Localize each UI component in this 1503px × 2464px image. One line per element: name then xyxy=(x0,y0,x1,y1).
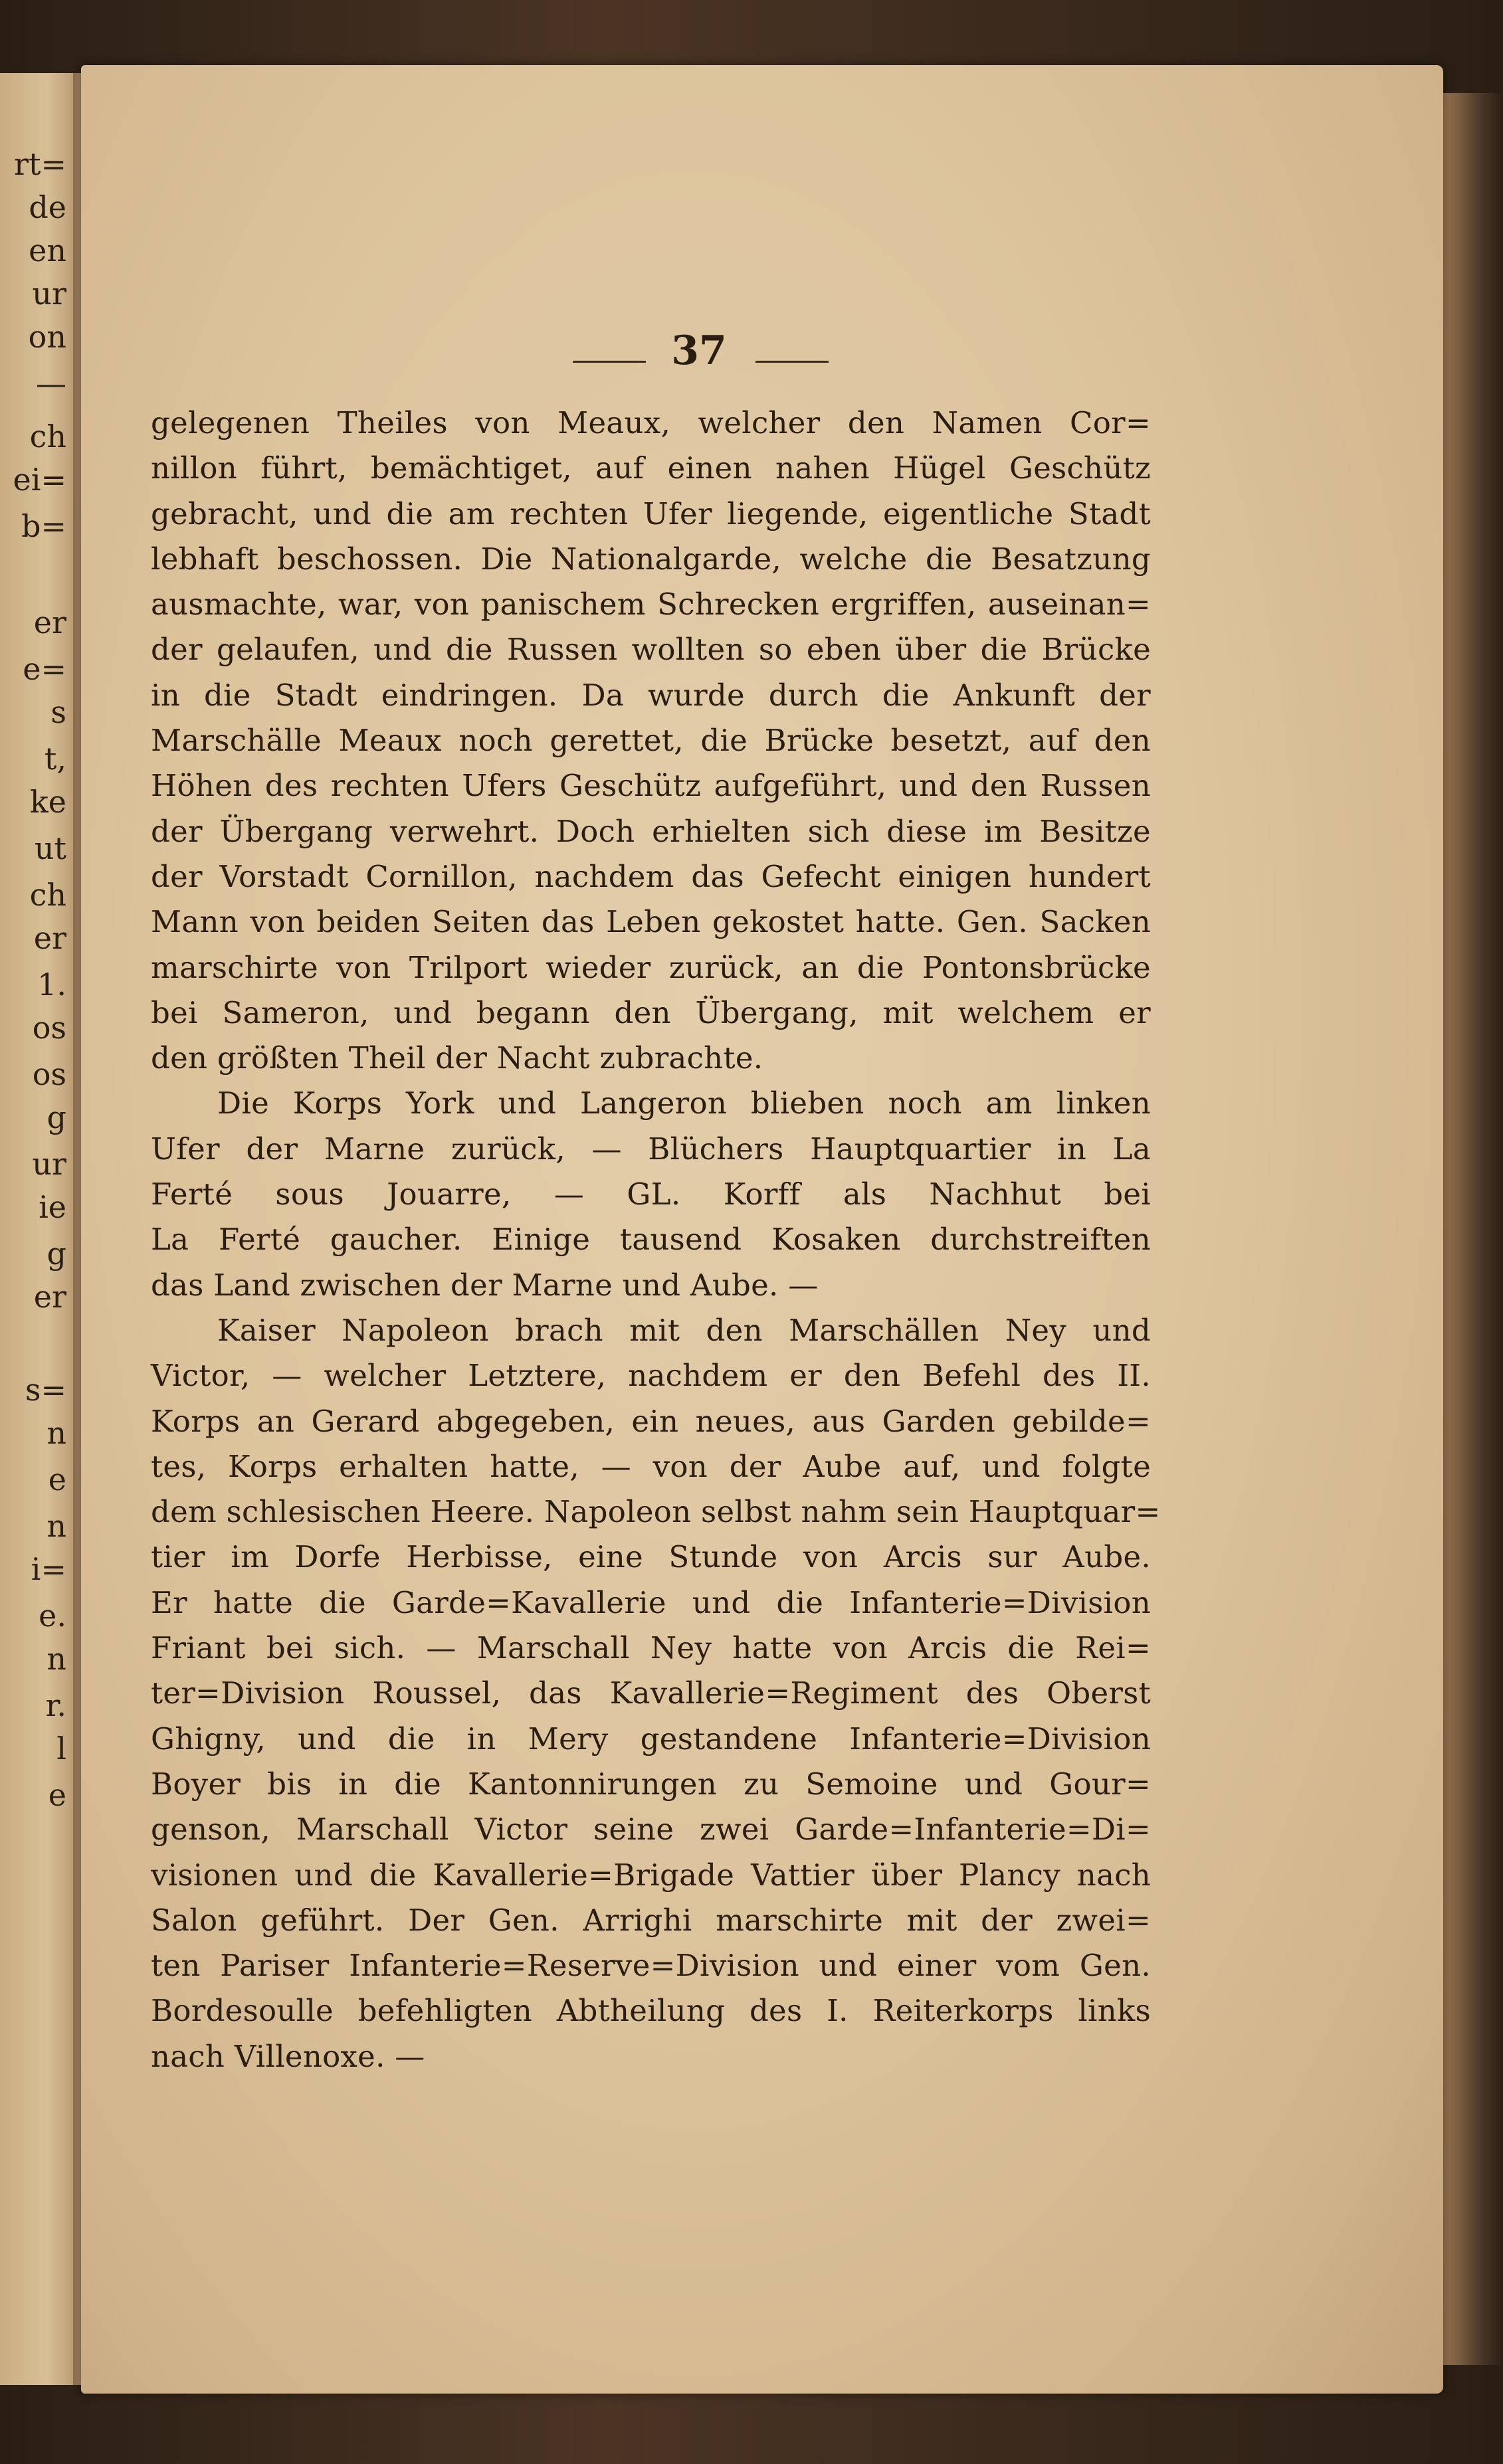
left-page-fragment: er xyxy=(33,1279,66,1315)
left-page-fragment: ch xyxy=(29,877,66,913)
left-page-fragment: os xyxy=(32,1010,66,1046)
text-line: marschirte von Trilport wieder zurück, an die Pontonsbrücke xyxy=(151,949,1151,985)
left-page-fragment: t, xyxy=(44,741,66,777)
text-line: den größten Theil der Nacht zubrachte. xyxy=(151,1040,763,1076)
left-page-fragment: r. xyxy=(45,1687,66,1723)
left-page-fragment: ke xyxy=(29,784,66,820)
left-page-fragment: e xyxy=(48,1462,66,1497)
text-line: ausmachte, war, von panischem Schrecken ergriffen, auseinan= xyxy=(151,587,1151,622)
left-page-fragment: ur xyxy=(32,1146,66,1182)
left-page-edge xyxy=(0,73,78,2385)
left-page-fragment: ut xyxy=(34,830,66,866)
text-line: gebracht, und die am rechten Ufer liegende, eigentliche Stadt xyxy=(151,496,1151,531)
left-page-fragment: — xyxy=(36,365,66,401)
text-line: tier im Dorfe Herbisse, eine Stunde von Arcis sur Aube. xyxy=(151,1539,1151,1575)
text-line: nillon führt, bemächtiget, auf einen nahen Hügel Geschütz xyxy=(151,450,1151,486)
text-line: das Land zwischen der Marne und Aube. — xyxy=(151,1267,819,1303)
header-rule-left xyxy=(573,361,646,363)
left-page-fragment: n xyxy=(47,1508,66,1544)
text-line: Korps an Gerard abgegeben, ein neues, aus Garden gebilde= xyxy=(151,1403,1151,1439)
left-page-fragment: i= xyxy=(31,1551,66,1587)
text-line: Er hatte die Garde=Kavallerie und die Infanterie=Division xyxy=(151,1584,1151,1620)
left-page-fragment: g xyxy=(47,1099,66,1135)
text-line: der Vorstadt Cornillon, nachdem das Gefecht einigen hundert xyxy=(151,858,1151,894)
left-page-fragment: ie xyxy=(39,1189,66,1225)
text-line: ter=Division Roussel, das Kavallerie=Regiment des Oberst xyxy=(151,1675,1151,1711)
left-page-fragment: e xyxy=(48,1777,66,1813)
text-line: Marschälle Meaux noch gerettet, die Brücke besetzt, auf den xyxy=(151,723,1151,759)
header-rule-right xyxy=(755,361,829,363)
right-page xyxy=(81,65,1443,2394)
body-text xyxy=(151,401,1161,2079)
left-page-fragment: en xyxy=(29,233,66,268)
left-page-fragment: n xyxy=(47,1641,66,1677)
page-number: 37 xyxy=(671,328,727,374)
left-page-text-fragments xyxy=(0,73,78,2385)
text-line: bei Sameron, und begann den Übergang, mit welchem er xyxy=(151,995,1151,1030)
text-line: der Übergang verwehrt. Doch erhielten sich diese im Besitze xyxy=(151,813,1151,849)
left-page-fragment: on xyxy=(28,319,66,355)
left-page-fragment: l xyxy=(56,1731,66,1766)
left-page-fragment: s xyxy=(50,694,66,730)
text-line: Friant bei sich. — Marschall Ney hatte von Arcis die Rei= xyxy=(151,1630,1151,1666)
text-line: visionen und die Kavallerie=Brigade Vattier über Plancy nach xyxy=(151,1857,1151,1893)
text-line: in die Stadt eindringen. Da wurde durch die Ankunft der xyxy=(151,677,1151,713)
text-line: Salon geführt. Der Gen. Arrighi marschirte mit der zwei= xyxy=(151,1902,1151,1938)
left-page-fragment: os xyxy=(32,1056,66,1092)
left-page-fragment: n xyxy=(47,1415,66,1451)
left-page-fragment: ei= xyxy=(13,462,66,498)
left-page-fragment: g xyxy=(47,1236,66,1272)
left-page-fragment: rt= xyxy=(13,146,66,182)
left-page-fragment: ur xyxy=(32,276,66,312)
text-line: Boyer bis in die Kantonnirungen zu Semoine und Gour= xyxy=(151,1766,1151,1802)
text-line: ten Pariser Infanterie=Reserve=Division und einer vom Gen. xyxy=(151,1948,1151,1984)
left-page-fragment: b= xyxy=(21,508,66,544)
text-line: der gelaufen, und die Russen wollten so eben über die Brücke xyxy=(151,632,1151,668)
left-page-fragment: er xyxy=(33,605,66,640)
text-line: Ufer der Marne zurück, — Blüchers Hauptquartier in La xyxy=(151,1131,1151,1167)
text-line: nach Villenoxe. — xyxy=(151,2038,425,2074)
text-line: Ghigny, und die in Mery gestandene Infanterie=Division xyxy=(151,1721,1151,1756)
text-line: Die Korps York und Langeron blieben noch am linken xyxy=(217,1086,1151,1121)
text-line: gelegenen Theiles von Meaux, welcher den Namen Cor= xyxy=(151,405,1151,440)
left-page-fragment: 1. xyxy=(37,967,66,1002)
text-line: Mann von beiden Seiten das Leben gekostet hatte. Gen. Sacken xyxy=(151,904,1151,940)
left-page-fragment: er xyxy=(33,920,66,956)
page-header xyxy=(81,328,1443,381)
left-page-fragment: de xyxy=(29,189,66,225)
text-line: Höhen des rechten Ufers Geschütz aufgeführt, und den Russen xyxy=(151,768,1151,804)
text-line: Kaiser Napoleon brach mit den Marschällen Ney und xyxy=(217,1312,1151,1348)
left-page-fragment: e. xyxy=(39,1598,66,1634)
text-line: tes, Korps erhalten hatte, — von der Aube auf, und folgte xyxy=(151,1448,1151,1484)
text-line: genson, Marschall Victor seine zwei Garde=Infanterie=Di= xyxy=(151,1812,1151,1848)
left-page-fragment: s= xyxy=(25,1372,66,1408)
text-line: dem schlesischen Heere. Napoleon selbst nahm sein Hauptquar= xyxy=(151,1494,1161,1530)
text-line: La Ferté gaucher. Einige tausend Kosaken durchstreiften xyxy=(151,1222,1151,1258)
left-page-fragment: ch xyxy=(29,419,66,454)
left-page-fragment: e= xyxy=(23,651,66,687)
text-line: Ferté sous Jouarre, — GL. Korff als Nachhut bei xyxy=(151,1177,1151,1212)
text-line: Victor, — welcher Letztere, nachdem er den Befehl des II. xyxy=(151,1358,1151,1394)
text-line: Bordesoulle befehligten Abtheilung des I. Reiterkorps links xyxy=(151,1993,1151,2029)
text-line: lebhaft beschossen. Die Nationalgarde, welche die Besatzung xyxy=(151,541,1151,577)
